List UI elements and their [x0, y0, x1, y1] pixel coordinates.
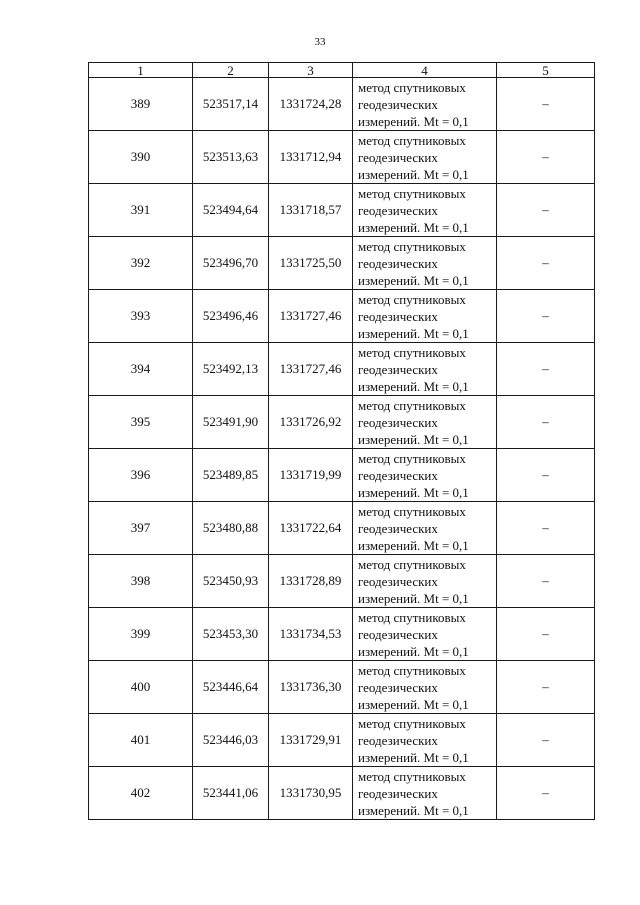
method-text-line: измерений. Mt = 0,1 — [358, 590, 469, 606]
point-number-cell: 395 — [89, 396, 193, 449]
method-text-line: измерений. Mt = 0,1 — [358, 537, 469, 553]
column-header-2: 2 — [193, 63, 269, 78]
method-text-line: геодезических — [358, 149, 438, 165]
y-coordinate-cell: 1331727,46 — [269, 290, 353, 343]
method-text-line: геодезических — [358, 96, 438, 112]
method-cell — [353, 78, 497, 131]
x-coordinate-cell: 523446,64 — [193, 661, 269, 714]
method-text-line: измерений. Mt = 0,1 — [358, 272, 469, 288]
page-number: 33 — [314, 36, 326, 48]
method-text-line: геодезических — [358, 679, 438, 695]
method-text-line: геодезических — [358, 202, 438, 218]
x-coordinate-cell: 523492,13 — [193, 343, 269, 396]
y-coordinate-cell: 1331730,95 — [269, 767, 353, 820]
method-cell — [353, 502, 497, 555]
y-coordinate-cell: 1331719,99 — [269, 449, 353, 502]
x-coordinate-cell: 523441,06 — [193, 767, 269, 820]
note-cell: – — [497, 608, 595, 661]
point-number-cell: 402 — [89, 767, 193, 820]
table-row — [89, 396, 595, 449]
x-coordinate-cell: 523450,93 — [193, 555, 269, 608]
method-cell — [353, 131, 497, 184]
y-coordinate-cell: 1331722,64 — [269, 502, 353, 555]
table-row — [89, 78, 595, 131]
method-text-line: геодезических — [358, 361, 438, 377]
column-header-3: 3 — [269, 63, 353, 78]
table-row — [89, 343, 595, 396]
method-cell — [353, 608, 497, 661]
x-coordinate-cell: 523496,70 — [193, 237, 269, 290]
x-coordinate-cell: 523453,30 — [193, 608, 269, 661]
method-text-line: метод спутниковых — [358, 662, 466, 678]
method-cell — [353, 661, 497, 714]
note-cell: – — [497, 396, 595, 449]
y-coordinate-cell: 1331725,50 — [269, 237, 353, 290]
method-text-line: геодезических — [358, 520, 438, 536]
method-text-line: метод спутниковых — [358, 715, 466, 731]
method-text-line: измерений. Mt = 0,1 — [358, 484, 469, 500]
table-row — [89, 502, 595, 555]
note-cell: – — [497, 767, 595, 820]
point-number-cell: 390 — [89, 131, 193, 184]
method-text-line: геодезических — [358, 308, 438, 324]
method-text-line: метод спутниковых — [358, 238, 466, 254]
point-number-cell: 394 — [89, 343, 193, 396]
point-number-cell: 401 — [89, 714, 193, 767]
x-coordinate-cell: 523513,63 — [193, 131, 269, 184]
method-text-line: метод спутниковых — [358, 556, 466, 572]
method-text-line: измерений. Mt = 0,1 — [358, 219, 469, 235]
note-cell: – — [497, 449, 595, 502]
column-header-4: 4 — [353, 63, 497, 78]
x-coordinate-cell: 523496,46 — [193, 290, 269, 343]
method-cell — [353, 396, 497, 449]
table-row — [89, 767, 595, 820]
method-cell — [353, 555, 497, 608]
method-text-line: измерений. Mt = 0,1 — [358, 696, 469, 712]
y-coordinate-cell: 1331724,28 — [269, 78, 353, 131]
note-cell: – — [497, 237, 595, 290]
method-text-line: геодезических — [358, 255, 438, 271]
point-number-cell: 397 — [89, 502, 193, 555]
method-text-line: метод спутниковых — [358, 79, 466, 95]
method-text-line: измерений. Mt = 0,1 — [358, 431, 469, 447]
method-cell — [353, 290, 497, 343]
method-cell — [353, 767, 497, 820]
table-row — [89, 184, 595, 237]
method-text-line: метод спутниковых — [358, 503, 466, 519]
method-text-line: измерений. Mt = 0,1 — [358, 802, 469, 818]
method-text-line: геодезических — [358, 414, 438, 430]
column-header-1: 1 — [89, 63, 193, 78]
note-cell: – — [497, 131, 595, 184]
y-coordinate-cell: 1331712,94 — [269, 131, 353, 184]
point-number-cell: 398 — [89, 555, 193, 608]
point-number-cell: 392 — [89, 237, 193, 290]
method-cell — [353, 449, 497, 502]
y-coordinate-cell: 1331734,53 — [269, 608, 353, 661]
table-header — [89, 63, 595, 78]
method-text-line: измерений. Mt = 0,1 — [358, 643, 469, 659]
table-body — [89, 78, 595, 820]
method-text-line: геодезических — [358, 732, 438, 748]
note-cell: – — [497, 714, 595, 767]
method-text-line: измерений. Mt = 0,1 — [358, 113, 469, 129]
table-row — [89, 608, 595, 661]
method-cell — [353, 343, 497, 396]
note-cell: – — [497, 661, 595, 714]
point-number-cell: 393 — [89, 290, 193, 343]
method-text-line: метод спутниковых — [358, 291, 466, 307]
method-text-line: метод спутниковых — [358, 609, 466, 625]
point-number-cell: 391 — [89, 184, 193, 237]
method-text-line: метод спутниковых — [358, 397, 466, 413]
method-text-line: геодезических — [358, 467, 438, 483]
table-row — [89, 131, 595, 184]
coordinates-table — [88, 62, 595, 820]
point-number-cell: 399 — [89, 608, 193, 661]
point-number-cell: 400 — [89, 661, 193, 714]
table-row — [89, 661, 595, 714]
x-coordinate-cell: 523446,03 — [193, 714, 269, 767]
y-coordinate-cell: 1331726,92 — [269, 396, 353, 449]
note-cell: – — [497, 184, 595, 237]
header-row — [89, 63, 595, 78]
x-coordinate-cell: 523491,90 — [193, 396, 269, 449]
method-text-line: метод спутниковых — [358, 450, 466, 466]
table-row — [89, 237, 595, 290]
table-row — [89, 290, 595, 343]
x-coordinate-cell: 523480,88 — [193, 502, 269, 555]
method-text-line: геодезических — [358, 785, 438, 801]
method-cell — [353, 237, 497, 290]
point-number-cell: 389 — [89, 78, 193, 131]
note-cell: – — [497, 343, 595, 396]
x-coordinate-cell: 523494,64 — [193, 184, 269, 237]
table-row — [89, 449, 595, 502]
table-row — [89, 714, 595, 767]
method-text-line: метод спутниковых — [358, 768, 466, 784]
method-text-line: измерений. Mt = 0,1 — [358, 325, 469, 341]
method-text-line: метод спутниковых — [358, 344, 466, 360]
x-coordinate-cell: 523517,14 — [193, 78, 269, 131]
y-coordinate-cell: 1331729,91 — [269, 714, 353, 767]
y-coordinate-cell: 1331736,30 — [269, 661, 353, 714]
method-text-line: геодезических — [358, 626, 438, 642]
point-number-cell: 396 — [89, 449, 193, 502]
method-text-line: измерений. Mt = 0,1 — [358, 378, 469, 394]
x-coordinate-cell: 523489,85 — [193, 449, 269, 502]
method-cell — [353, 714, 497, 767]
y-coordinate-cell: 1331718,57 — [269, 184, 353, 237]
method-text-line: измерений. Mt = 0,1 — [358, 749, 469, 765]
note-cell: – — [497, 78, 595, 131]
y-coordinate-cell: 1331728,89 — [269, 555, 353, 608]
table-row — [89, 555, 595, 608]
y-coordinate-cell: 1331727,46 — [269, 343, 353, 396]
method-text-line: геодезических — [358, 573, 438, 589]
method-text-line: метод спутниковых — [358, 132, 466, 148]
method-cell — [353, 184, 497, 237]
note-cell: – — [497, 555, 595, 608]
column-header-5: 5 — [497, 63, 595, 78]
method-text-line: метод спутниковых — [358, 185, 466, 201]
note-cell: – — [497, 502, 595, 555]
note-cell: – — [497, 290, 595, 343]
method-text-line: измерений. Mt = 0,1 — [358, 166, 469, 182]
